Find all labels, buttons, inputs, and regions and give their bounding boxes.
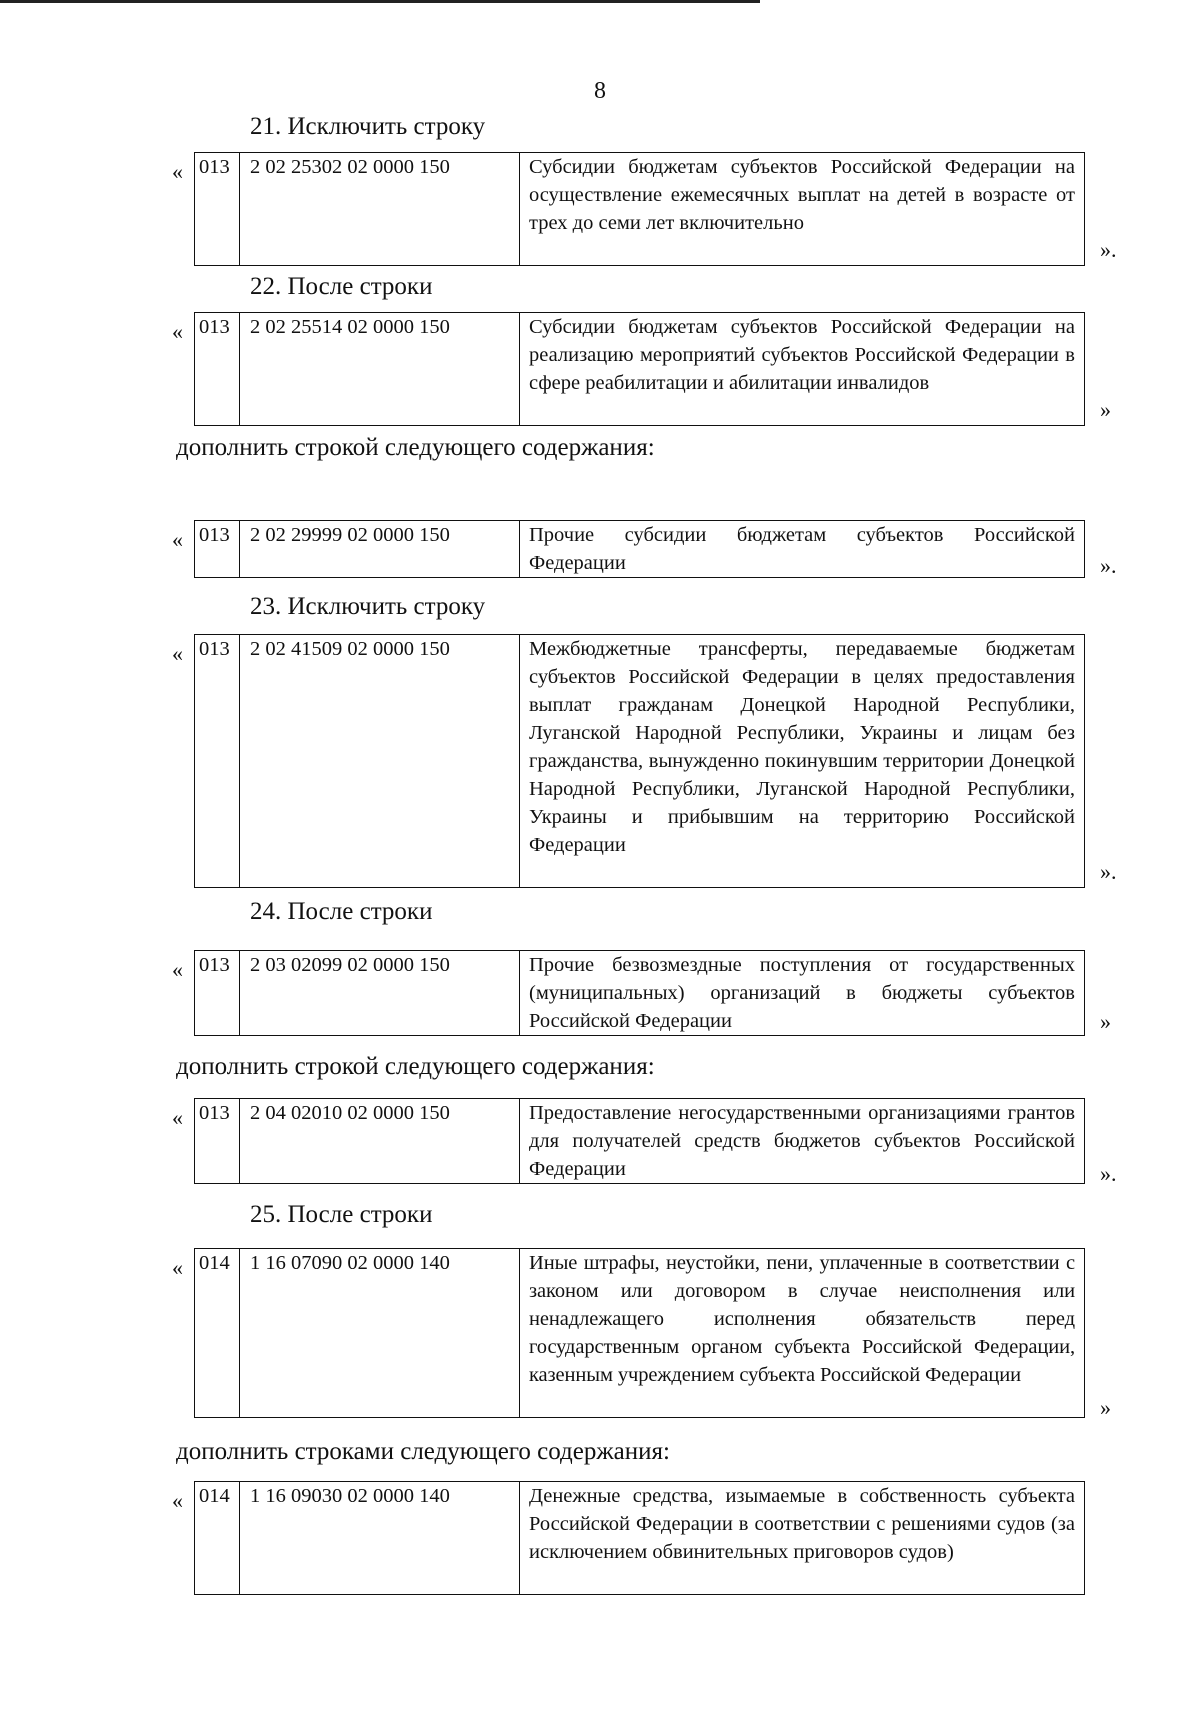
budget-classification-code: 2 04 02010 02 0000 150 [240, 1099, 520, 1184]
budget-classification-code: 2 02 41509 02 0000 150 [240, 635, 520, 888]
close-quote: ». [1100, 553, 1117, 578]
revenue-description: Иные штрафы, неустойки, пени, уплаченные в соответствии с законом или договором в случае неисполнения или ненадлежащего исполнения обязательств перед государственным органом субъекта Российской Федерации, казенным учреждением субъекта Российской Федерации [520, 1249, 1085, 1418]
revenue-description: Субсидии бюджетам субъектов Российской Федерации на осуществление ежемесячных выплат на детей в возрасте от трех до семи лет включительно [520, 153, 1085, 266]
budget-row-table [194, 634, 1085, 888]
table-row [195, 1249, 1085, 1418]
budget-classification-code: 1 16 07090 02 0000 140 [240, 1249, 520, 1418]
ministry-code: 013 [195, 951, 240, 1036]
close-quote: ». [1100, 237, 1117, 262]
table-row [195, 153, 1085, 266]
item-24-heading: 24. После строки [250, 898, 433, 925]
ministry-code: 013 [195, 635, 240, 888]
item-25-heading: 25. После строки [250, 1201, 433, 1228]
open-quote: « [172, 159, 183, 184]
budget-row-table [194, 1481, 1085, 1595]
ministry-code: 014 [195, 1482, 240, 1595]
open-quote: « [172, 319, 183, 344]
budget-classification-code: 2 02 25302 02 0000 150 [240, 153, 520, 266]
top-rule [0, 0, 760, 3]
budget-classification-code: 2 02 29999 02 0000 150 [240, 521, 520, 578]
open-quote: « [172, 1255, 183, 1280]
item-21-heading: 21. Исключить строку [250, 113, 486, 140]
open-quote: « [172, 1105, 183, 1130]
page-number: 8 [594, 78, 606, 104]
budget-row-table [194, 1098, 1085, 1184]
close-quote: » [1100, 1395, 1111, 1420]
table-row [195, 1482, 1085, 1595]
revenue-description: Субсидии бюджетам субъектов Российской Федерации на реализацию мероприятий субъектов Российской Федерации в сфере реабилитации и абилитации инвалидов [520, 313, 1085, 426]
item-22-heading: 22. После строки [250, 273, 433, 300]
budget-classification-code: 1 16 09030 02 0000 140 [240, 1482, 520, 1595]
open-quote: « [172, 641, 183, 666]
table-row [195, 635, 1085, 888]
revenue-description: Прочие безвозмездные поступления от государственных (муниципальных) организаций в бюджеты субъектов Российской Федерации [520, 951, 1085, 1036]
revenue-description: Межбюджетные трансферты, передаваемые бюджетам субъектов Российской Федерации в целях предоставления выплат гражданам Донецкой Народной Республики, Луганской Народной Республики, Украины и лицам без гражданства, вынужденно покинувшим территории Донецкой Народной Республики, Луганской Народной Республики, Украины и прибывшим на территорию Российской Федерации [520, 635, 1085, 888]
close-quote: ». [1100, 859, 1117, 884]
item-25-followup: дополнить строками следующего содержания: [176, 1438, 670, 1465]
ministry-code: 013 [195, 1099, 240, 1184]
budget-classification-code: 2 02 25514 02 0000 150 [240, 313, 520, 426]
ministry-code: 013 [195, 521, 240, 578]
open-quote: « [172, 957, 183, 982]
revenue-description: Денежные средства, изымаемые в собственность субъекта Российской Федерации в соответствии с решениями судов (за исключением обвинительных приговоров судов) [520, 1482, 1085, 1595]
item-24-followup: дополнить строкой следующего содержания: [176, 1053, 655, 1080]
open-quote: « [172, 527, 183, 552]
close-quote: » [1100, 397, 1111, 422]
budget-row-table [194, 520, 1085, 578]
ministry-code: 013 [195, 313, 240, 426]
close-quote: » [1100, 1009, 1111, 1034]
open-quote: « [172, 1488, 183, 1513]
table-row [195, 313, 1085, 426]
table-row [195, 521, 1085, 578]
budget-row-table [194, 1248, 1085, 1418]
table-row [195, 951, 1085, 1036]
table-row [195, 1099, 1085, 1184]
budget-row-table [194, 152, 1085, 266]
item-23-heading: 23. Исключить строку [250, 593, 486, 620]
budget-row-table [194, 950, 1085, 1036]
budget-classification-code: 2 03 02099 02 0000 150 [240, 951, 520, 1036]
ministry-code: 014 [195, 1249, 240, 1418]
revenue-description: Прочие субсидии бюджетам субъектов Российской Федерации [520, 521, 1085, 578]
budget-row-table [194, 312, 1085, 426]
item-22-followup: дополнить строкой следующего содержания: [176, 434, 655, 461]
close-quote: ». [1100, 1161, 1117, 1186]
revenue-description: Предоставление негосударственными организациями грантов для получателей средств бюджетов субъектов Российской Федерации [520, 1099, 1085, 1184]
ministry-code: 013 [195, 153, 240, 266]
